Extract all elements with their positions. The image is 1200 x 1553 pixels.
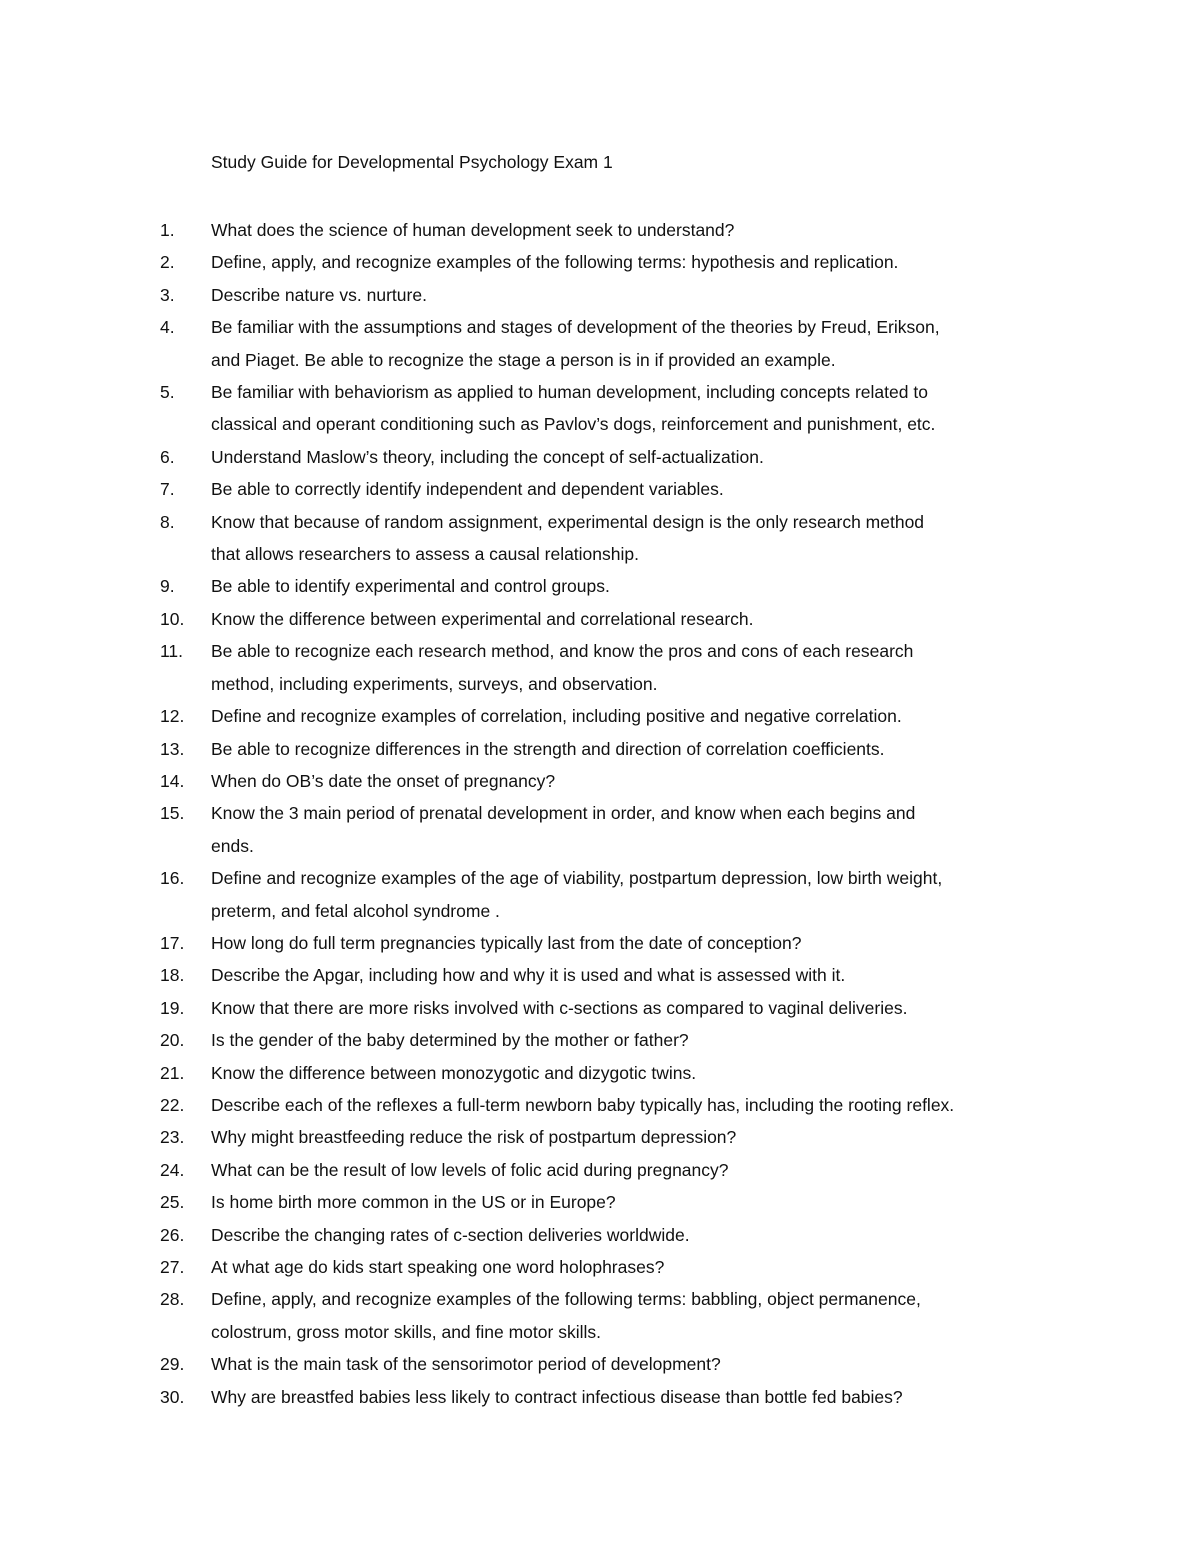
question-number: 4. bbox=[160, 317, 175, 338]
question-item bbox=[0, 1121, 1091, 1153]
question-text: method, including experiments, surveys, and observation. bbox=[211, 673, 658, 694]
question-number: 16. bbox=[160, 868, 185, 889]
question-text: and Piaget. Be able to recognize the stage a person is in if provided an example. bbox=[211, 349, 836, 370]
question-number: 6. bbox=[160, 446, 175, 467]
question-number: 10. bbox=[160, 608, 185, 629]
question-item bbox=[0, 246, 1091, 278]
question-text: colostrum, gross motor skills, and fine motor skills. bbox=[211, 1321, 601, 1342]
question-item bbox=[0, 1089, 1091, 1121]
question-number: 7. bbox=[160, 479, 175, 500]
question-item bbox=[0, 1024, 1091, 1056]
question-number: 21. bbox=[160, 1062, 185, 1083]
question-list bbox=[0, 214, 1200, 1413]
question-text: Define and recognize examples of the age of viability, postpartum depression, low birth weight, bbox=[211, 868, 943, 889]
question-item bbox=[0, 1186, 1091, 1218]
question-text: When do OB’s date the onset of pregnancy? bbox=[211, 770, 556, 791]
question-number: 14. bbox=[160, 770, 185, 791]
question-text: Be familiar with the assumptions and stages of development of the theories by Freud, Erikson, bbox=[211, 317, 940, 338]
question-number: 28. bbox=[160, 1289, 185, 1310]
question-text: Know the difference between monozygotic and dizygotic twins. bbox=[211, 1062, 697, 1083]
question-text: Describe nature vs. nurture. bbox=[211, 284, 427, 305]
question-item bbox=[0, 441, 1091, 473]
question-number: 19. bbox=[160, 997, 185, 1018]
question-number: 13. bbox=[160, 738, 185, 759]
question-number: 24. bbox=[160, 1159, 185, 1180]
question-number: 12. bbox=[160, 706, 185, 727]
question-text: Why are breastfed babies less likely to contract infectious disease than bottle fed babies? bbox=[211, 1386, 903, 1407]
question-text: Know that there are more risks involved with c-sections as compared to vaginal deliveries. bbox=[211, 997, 908, 1018]
question-item bbox=[0, 473, 1091, 505]
question-item bbox=[0, 1251, 1091, 1283]
question-number: 20. bbox=[160, 1030, 185, 1051]
question-text: Know the difference between experimental and correlational research. bbox=[211, 608, 754, 629]
question-item bbox=[0, 1154, 1091, 1186]
question-text: Is home birth more common in the US or in Europe? bbox=[211, 1192, 616, 1213]
question-number: 26. bbox=[160, 1224, 185, 1245]
question-text: ends. bbox=[211, 835, 254, 856]
question-text: Be able to identify experimental and control groups. bbox=[211, 576, 610, 597]
question-text: Why might breastfeeding reduce the risk of postpartum depression? bbox=[211, 1127, 737, 1148]
question-text: Be able to recognize differences in the strength and direction of correlation coefficients. bbox=[211, 738, 885, 759]
question-item bbox=[0, 700, 1091, 732]
question-text: classical and operant conditioning such as Pavlov’s dogs, reinforcement and punishment, etc. bbox=[211, 414, 936, 435]
question-item bbox=[0, 797, 1091, 862]
question-item bbox=[0, 311, 1091, 376]
question-text: Define, apply, and recognize examples of the following terms: hypothesis and replication. bbox=[211, 252, 899, 273]
question-item bbox=[0, 959, 1091, 991]
question-item bbox=[0, 992, 1091, 1024]
question-item bbox=[0, 1283, 1091, 1348]
question-text: Know the 3 main period of prenatal development in order, and know when each begins and bbox=[211, 803, 916, 824]
question-number: 17. bbox=[160, 932, 185, 953]
question-text: What can be the result of low levels of folic acid during pregnancy? bbox=[211, 1159, 729, 1180]
question-number: 5. bbox=[160, 382, 175, 403]
question-text: that allows researchers to assess a causal relationship. bbox=[211, 544, 639, 565]
question-item bbox=[0, 376, 1091, 441]
question-number: 9. bbox=[160, 576, 175, 597]
question-item bbox=[0, 733, 1091, 765]
question-text: Describe each of the reflexes a full-term newborn baby typically has, including the rooting reflex. bbox=[211, 1094, 955, 1115]
question-text: What does the science of human development seek to understand? bbox=[211, 220, 735, 240]
question-item bbox=[0, 927, 1091, 959]
question-item bbox=[0, 1381, 1091, 1413]
question-item bbox=[0, 1348, 1091, 1380]
question-text: Define and recognize examples of correlation, including positive and negative correlation. bbox=[211, 706, 902, 727]
question-number: 22. bbox=[160, 1094, 185, 1115]
question-number: 30. bbox=[160, 1386, 185, 1407]
question-item bbox=[0, 765, 1091, 797]
question-number: 15. bbox=[160, 803, 185, 824]
question-item bbox=[0, 570, 1091, 602]
question-item bbox=[0, 862, 1091, 927]
question-text: Understand Maslow’s theory, including the concept of self-actualization. bbox=[211, 446, 764, 467]
question-item bbox=[0, 635, 1091, 700]
question-number: 11. bbox=[160, 641, 184, 662]
question-item bbox=[0, 603, 1091, 635]
question-item bbox=[0, 1219, 1091, 1251]
question-number: 3. bbox=[160, 284, 175, 305]
question-number: 1. bbox=[160, 220, 175, 240]
question-item bbox=[0, 279, 1091, 311]
question-text: Be able to correctly identify independent and dependent variables. bbox=[211, 479, 724, 500]
question-item bbox=[0, 1057, 1091, 1089]
question-item bbox=[0, 506, 1091, 571]
question-number: 23. bbox=[160, 1127, 185, 1148]
question-number: 18. bbox=[160, 965, 185, 986]
question-text: Describe the changing rates of c-section deliveries worldwide. bbox=[211, 1224, 690, 1245]
question-number: 25. bbox=[160, 1192, 185, 1213]
question-text: Be able to recognize each research method, and know the pros and cons of each research bbox=[211, 641, 914, 662]
question-text: Define, apply, and recognize examples of the following terms: babbling, object permanence, bbox=[211, 1289, 921, 1310]
document-title: Study Guide for Developmental Psychology Exam 1 bbox=[211, 152, 613, 172]
question-item bbox=[0, 214, 1091, 246]
question-text: Describe the Apgar, including how and why it is used and what is assessed with it. bbox=[211, 965, 846, 986]
question-text: Be familiar with behaviorism as applied to human development, including concepts related to bbox=[211, 382, 928, 403]
question-number: 29. bbox=[160, 1354, 185, 1375]
question-text: preterm, and fetal alcohol syndrome . bbox=[211, 900, 500, 921]
question-text: Know that because of random assignment, experimental design is the only research method bbox=[211, 511, 925, 532]
question-number: 2. bbox=[160, 252, 175, 273]
question-number: 8. bbox=[160, 511, 175, 532]
question-number: 27. bbox=[160, 1257, 185, 1277]
question-text: How long do full term pregnancies typically last from the date of conception? bbox=[211, 932, 802, 953]
question-text: At what age do kids start speaking one word holophrases? bbox=[211, 1257, 665, 1277]
question-text: Is the gender of the baby determined by the mother or father? bbox=[211, 1030, 689, 1051]
question-text: What is the main task of the sensorimotor period of development? bbox=[211, 1354, 721, 1375]
